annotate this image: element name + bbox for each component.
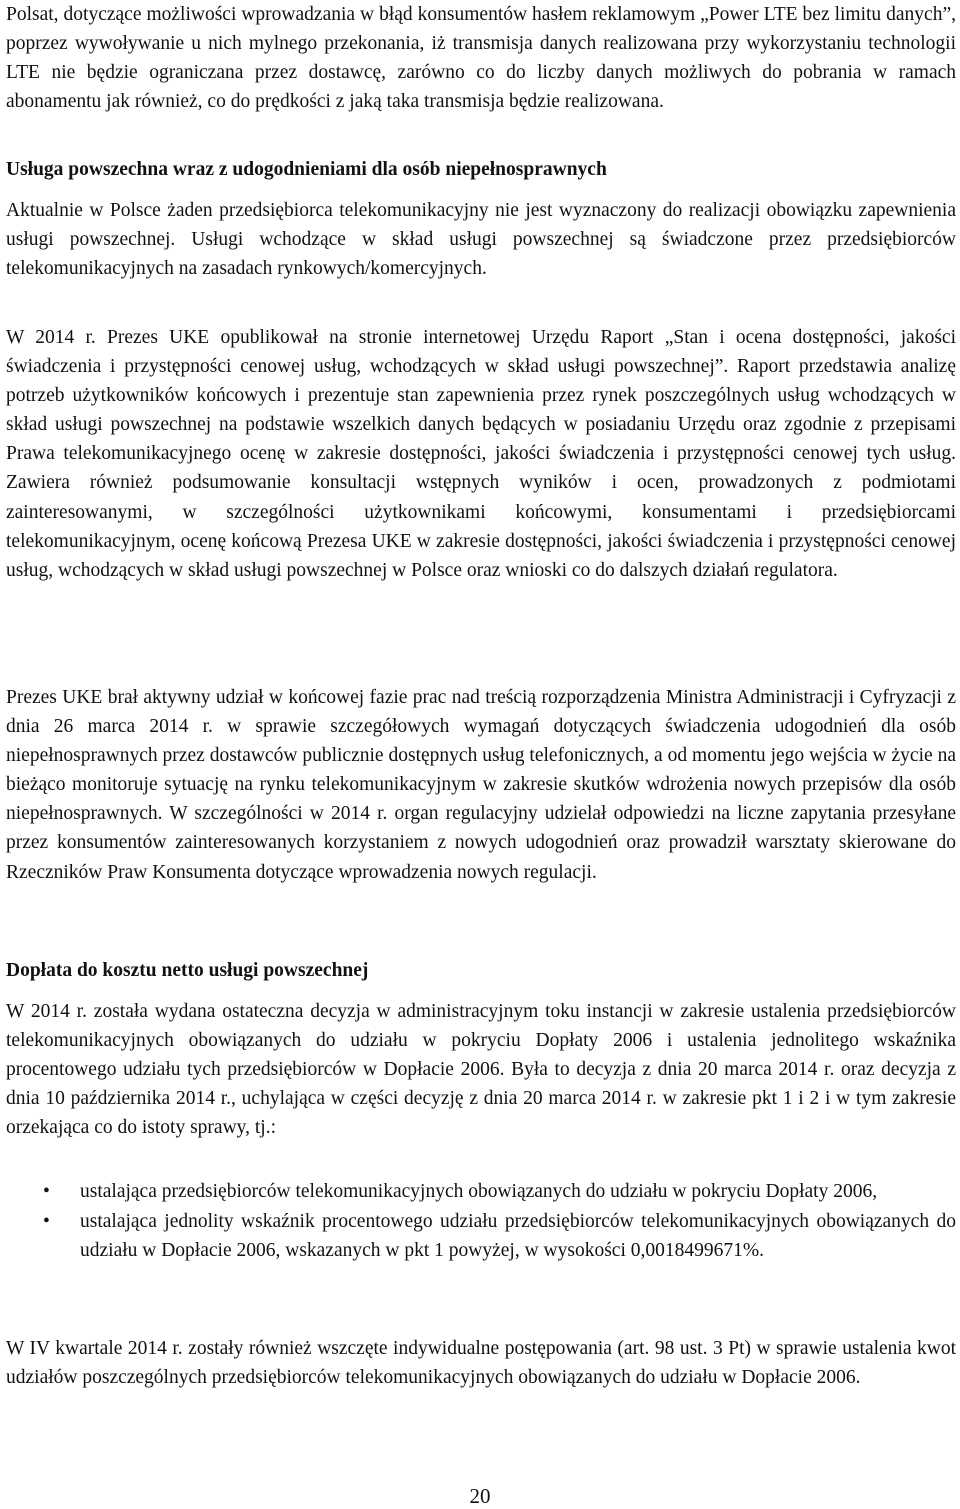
list-item-text: ustalająca przedsiębiorców telekomunikacyjnych obowiązanych do udziału w pokryciu Dopłaty 2006, xyxy=(80,1181,878,1202)
bullet-dot-icon: • xyxy=(43,1181,50,1202)
page-number: 20 xyxy=(469,1484,491,1508)
list-item-text: ustalająca jednolity wskaźnik procentowego udziału przedsiębiorców telekomunikacyjnych obowiązanych do udziału w Dopłacie 2006, wskazanych w pkt 1 powyżej, w wysokości 0,0018499671%. xyxy=(80,1211,956,1262)
bullet-list xyxy=(6,1177,956,1265)
paragraph-intro: Polsat, dotyczące możliwości wprowadzania w błąd konsumentów hasłem reklamowym „Power LTE bez limitu danych”, poprzez wywoływanie u nich mylnego przekonania, iż transmisja danych realizowana przy wykorzystaniu technologii LTE nie będzie ograniczana przez dostawcę, zarówno co do liczby danych możliwych do pobrania w ramach abonamentu jak również, co do prędkości z jaką taka transmisja będzie realizowana. xyxy=(6,4,956,113)
paragraph-net-cost-1: W 2014 r. została wydana ostateczna decyzja w administracyjnym toku instancji w zakresie ustalenia przedsiębiorców telekomunikacyjnych obowiązanych do udziału w pokryciu Dopłaty 2006 i ustalenia jednolitego wskaźnika procentowego udziału tych przedsiębiorców w Dopłacie 2006. Była to decyzja z dnia 20 marca 2014 r. oraz decyzja z dnia 10 października 2014 r., uchylająca w części decyzję z dnia 20 marca 2014 r. w zakresie pkt 1 i 2 i w tym zakresie orzekająca co do istoty sprawy, tj.: xyxy=(6,1001,956,1139)
list-item xyxy=(6,1177,956,1206)
list-item xyxy=(6,1207,956,1265)
bullet-dot-icon: • xyxy=(43,1211,50,1233)
heading-net-cost: Dopłata do kosztu netto usługi powszechnej xyxy=(6,960,369,981)
paragraph-net-cost-2: W IV kwartale 2014 r. zostały również wszczęte indywidualne postępowania (art. 98 ust. 3 Pt) w sprawie ustalenia kwot udziałów poszczególnych przedsiębiorców telekomunikacyjnych obowiązanych do udziału w Dopłacie 2006. xyxy=(6,1338,956,1389)
paragraph-universal-3: Prezes UKE brał aktywny udział w końcowej fazie prac nad treścią rozporządzenia Ministra Administracji i Cyfryzacji z dnia 26 marca 2014 r. w sprawie szczegółowych wymagań dotyczących świadczenia udogodnień dla osób niepełnosprawnych przez dostawców publicznie dostępnych usług telefonicznych, a od momentu jego wejścia w życie na bieżąco monitoruje sytuację na rynku telekomunikacyjnym w zakresie skutków wdrożenia nowych przepisów dla osób niepełnosprawnych. W szczególności w 2014 r. organ regulacyjny udzielał odpowiedzi na liczne zapytania przesyłane przez konsumentów zainteresowanych korzystaniem z nowych udogodnień oraz prowadził warsztaty skierowane do Rzeczników Praw Konsumenta dotyczące wprowadzenia nowych regulacji. xyxy=(6,687,956,883)
heading-universal-service: Usługa powszechna wraz z udogodnieniami dla osób niepełnosprawnych xyxy=(6,159,607,180)
paragraph-universal-2: W 2014 r. Prezes UKE opublikował na stronie internetowej Urzędu Raport „Stan i ocena dostępności, jakości świadczenia i przystępności cenowej usług, wchodzących w skład usługi powszechnej”. Raport przedstawia analizę potrzeb użytkowników końcowych i prezentuje stan zapewnienia przez rynek poszczególnych usług wchodzących w skład usługi powszechnej na podstawie wszelkich danych będących w posiadaniu Urzędu oraz zgodnie z przepisami Prawa telekomunikacyjnego ocenę w zakresie dostępności, jakości świadczenia i przystępności cenowej tych usług. Zawiera również podsumowanie konsultacji wstępnych wyników i ocen, prowadzonych z podmiotami zainteresowanymi, w szczególności użytkownikami końcowymi, konsumentami i przedsiębiorcami telekomunikacyjnym, ocenę końcową Prezesa UKE w zakresie dostępności, jakości świadczenia i przystępności cenowej usług, wchodzących w skład usługi powszechnej w Polsce oraz wnioski co do dalszych działań regulatora. xyxy=(6,327,956,581)
paragraph-universal-1: Aktualnie w Polsce żaden przedsiębiorca telekomunikacyjny nie jest wyznaczony do realizacji obowiązku zapewnienia usługi powszechnej. Usługi wchodzące w skład usługi powszechnej są świadczone przez przedsiębiorców telekomunikacyjnych na zasadach rynkowych/komercyjnych. xyxy=(6,200,956,280)
